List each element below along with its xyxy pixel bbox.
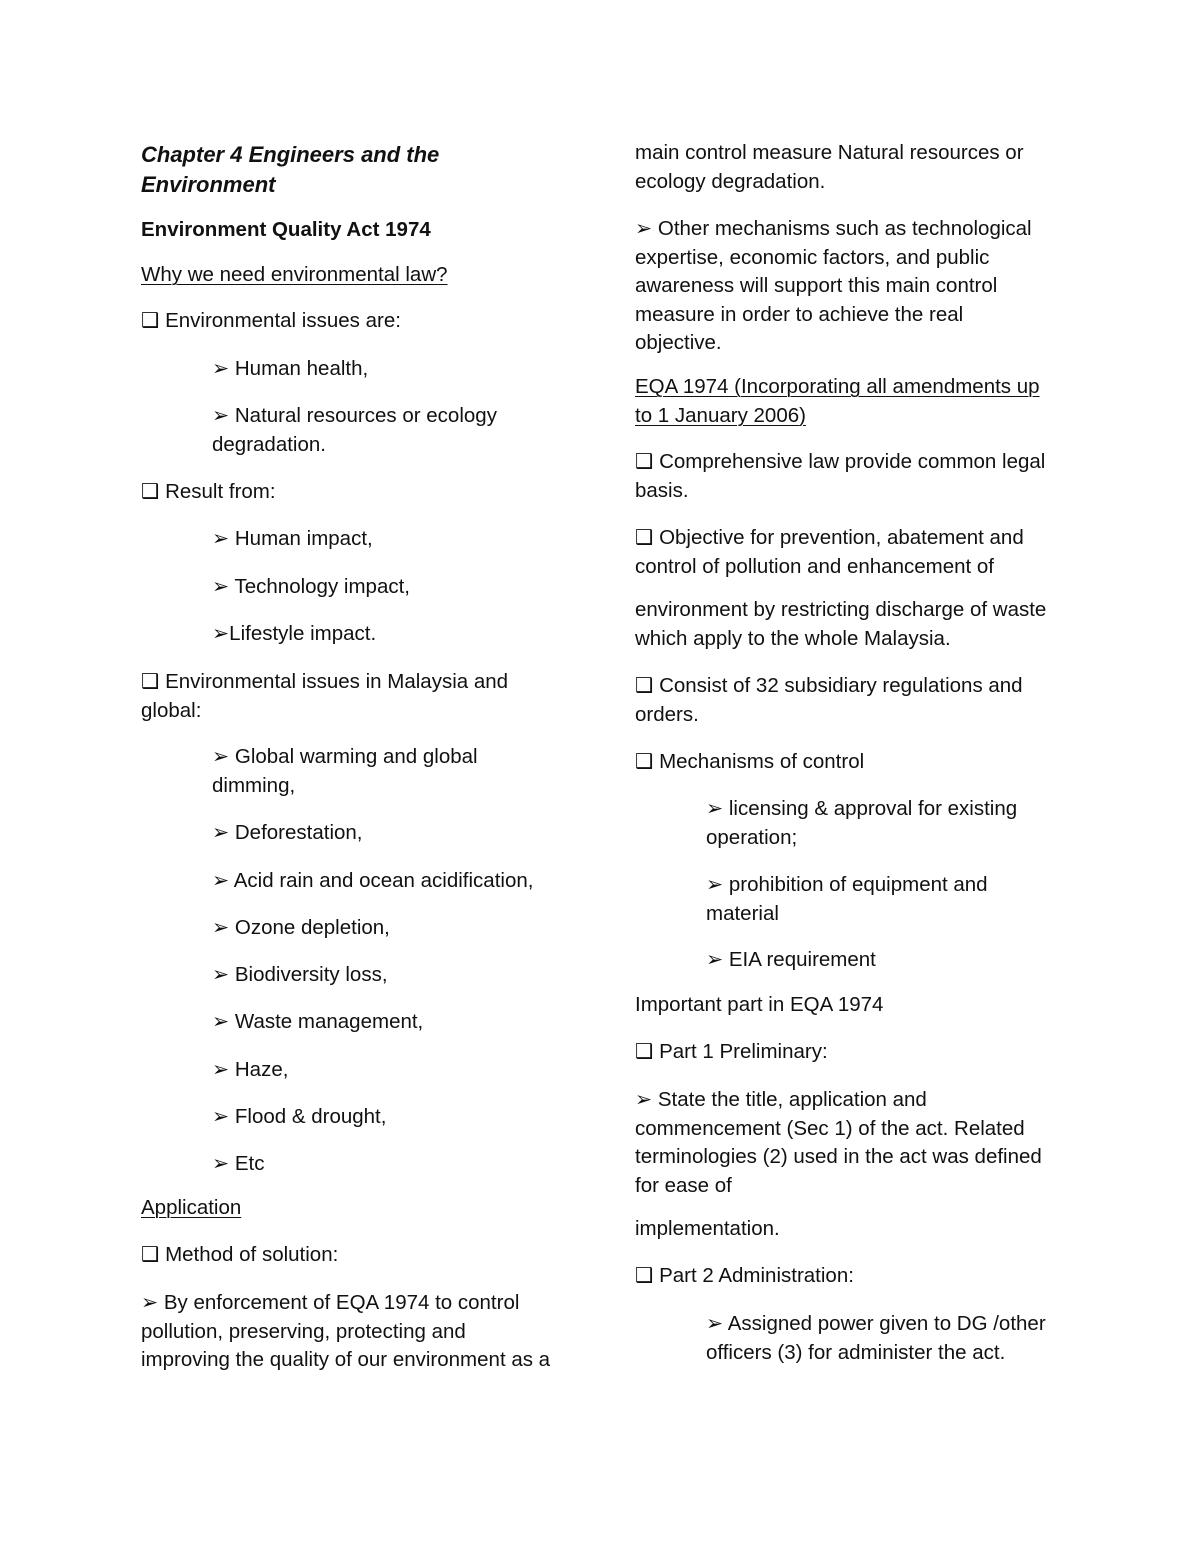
method-text bbox=[141, 1289, 550, 1375]
issue-item-ozone-depletion: ➢ Ozone depletion, bbox=[212, 916, 390, 939]
issue-item-flood-drought: ➢ Flood & drought, bbox=[212, 1105, 387, 1128]
part1-continuation: implementation. bbox=[635, 1217, 780, 1240]
objective-continuation-line: which apply to the whole Malaysia. bbox=[635, 626, 951, 650]
mechanism-item-line: ➢ licensing & approval for existing bbox=[706, 797, 1018, 820]
issue-item-deforestation: ➢ Deforestation, bbox=[212, 821, 363, 844]
eqa-heading-line: to 1 January 2006) bbox=[635, 403, 806, 427]
mechanism-item-line: material bbox=[706, 901, 779, 925]
part2-item-assigned-power bbox=[706, 1310, 1046, 1367]
malaysia-global-label bbox=[141, 668, 508, 725]
eqa-heading-line: EQA 1974 (Incorporating all amendments up bbox=[635, 375, 1040, 398]
objective-line: ❑ Objective for prevention, abatement and bbox=[635, 526, 1024, 549]
other-mechanisms-line: ➢ Other mechanisms such as technological bbox=[635, 217, 1032, 240]
issue-item-human-health bbox=[212, 355, 368, 384]
mechanism-item-prohibition bbox=[706, 871, 988, 928]
chapter-title bbox=[141, 140, 439, 200]
subsidiary-regulations-item bbox=[635, 672, 1023, 729]
objective-continuation bbox=[635, 596, 1046, 653]
issue-item-global-warming bbox=[212, 743, 478, 800]
eqa-heading bbox=[635, 373, 1040, 430]
chapter-title-line-2: Environment bbox=[141, 172, 276, 197]
comprehensive-law-line: basis. bbox=[635, 478, 689, 502]
result-item-human-impact: ➢ Human impact, bbox=[212, 527, 373, 550]
chapter-title-line-1: Chapter 4 Engineers and the bbox=[141, 142, 440, 167]
mechanism-item-licensing bbox=[706, 795, 1017, 852]
issue-item-line: ➢ Natural resources or ecology bbox=[212, 404, 497, 427]
important-heading: Important part in EQA 1974 bbox=[635, 993, 884, 1016]
issue-item-line: ➢ Global warming and global bbox=[212, 745, 478, 768]
continuation-text bbox=[635, 139, 1024, 196]
part2-item-line: officers (3) for administer the act. bbox=[706, 1340, 1006, 1364]
other-mechanisms-text bbox=[635, 215, 1032, 358]
mechanism-item-line: operation; bbox=[706, 825, 798, 849]
other-mechanisms-line: expertise, economic factors, and public bbox=[635, 245, 990, 269]
issue-item-line: degradation. bbox=[212, 432, 326, 456]
part1-text-line: commencement (Sec 1) of the act. Related bbox=[635, 1116, 1025, 1140]
application-heading: Application bbox=[141, 1196, 242, 1219]
issue-item-line: dimming, bbox=[212, 773, 296, 797]
issue-item-haze: ➢ Haze, bbox=[212, 1058, 289, 1081]
issue-item-acid-rain: ➢ Acid rain and ocean acidification, bbox=[212, 869, 534, 892]
result-item-technology-impact: ➢ Technology impact, bbox=[212, 575, 410, 598]
malaysia-global-label-line: ❑ Environmental issues in Malaysia and bbox=[141, 670, 509, 693]
objective-item bbox=[635, 524, 1024, 581]
issues-are-label: ❑ Environmental issues are: bbox=[141, 309, 401, 332]
mechanism-item-line: ➢ prohibition of equipment and bbox=[706, 873, 988, 896]
issue-item-line: ➢ Human health, bbox=[212, 357, 369, 380]
objective-continuation-line: environment by restricting discharge of waste bbox=[635, 598, 1047, 621]
issue-item-waste-management: ➢ Waste management, bbox=[212, 1010, 424, 1033]
method-text-line: pollution, preserving, protecting and bbox=[141, 1319, 466, 1343]
result-item-lifestyle-impact: ➢Lifestyle impact. bbox=[212, 622, 377, 645]
method-text-line: ➢ By enforcement of EQA 1974 to control bbox=[141, 1291, 520, 1314]
other-mechanisms-line: objective. bbox=[635, 331, 722, 354]
part1-text bbox=[635, 1086, 1042, 1200]
mechanism-item-eia: ➢ EIA requirement bbox=[706, 948, 876, 971]
issue-item-biodiversity-loss: ➢ Biodiversity loss, bbox=[212, 963, 388, 986]
issue-item-etc: ➢ Etc bbox=[212, 1152, 265, 1175]
continuation-line: main control measure Natural resources or bbox=[635, 141, 1024, 164]
part1-text-line: terminologies (2) used in the act was defined bbox=[635, 1145, 1042, 1168]
comprehensive-law-item bbox=[635, 448, 1045, 505]
objective-line: control of pollution and enhancement of bbox=[635, 554, 995, 578]
other-mechanisms-line: awareness will support this main control bbox=[635, 274, 998, 297]
malaysia-global-label-line: global: bbox=[141, 698, 202, 722]
comprehensive-law-line: ❑ Comprehensive law provide common legal bbox=[635, 450, 1046, 473]
subsidiary-regulations-line: ❑ Consist of 32 subsidiary regulations and bbox=[635, 674, 1023, 697]
part1-text-line: ➢ State the title, application and bbox=[635, 1088, 927, 1111]
other-mechanisms-line: measure in order to achieve the real bbox=[635, 302, 964, 326]
result-from-label: ❑ Result from: bbox=[141, 480, 276, 503]
mechanisms-label: ❑ Mechanisms of control bbox=[635, 750, 865, 773]
issue-item-natural-resources bbox=[212, 402, 497, 459]
part2-label: ❑ Part 2 Administration: bbox=[635, 1264, 854, 1287]
subsidiary-regulations-line: orders. bbox=[635, 702, 699, 726]
why-heading: Why we need environmental law? bbox=[141, 263, 448, 286]
act-heading: Environment Quality Act 1974 bbox=[141, 218, 431, 241]
continuation-line: ecology degradation. bbox=[635, 169, 826, 193]
part1-text-line: for ease of bbox=[635, 1173, 732, 1197]
part1-label: ❑ Part 1 Preliminary: bbox=[635, 1040, 828, 1063]
method-text-line: improving the quality of our environment as a bbox=[141, 1348, 551, 1371]
part2-item-line: ➢ Assigned power given to DG /other bbox=[706, 1312, 1046, 1335]
method-label: ❑ Method of solution: bbox=[141, 1243, 339, 1266]
